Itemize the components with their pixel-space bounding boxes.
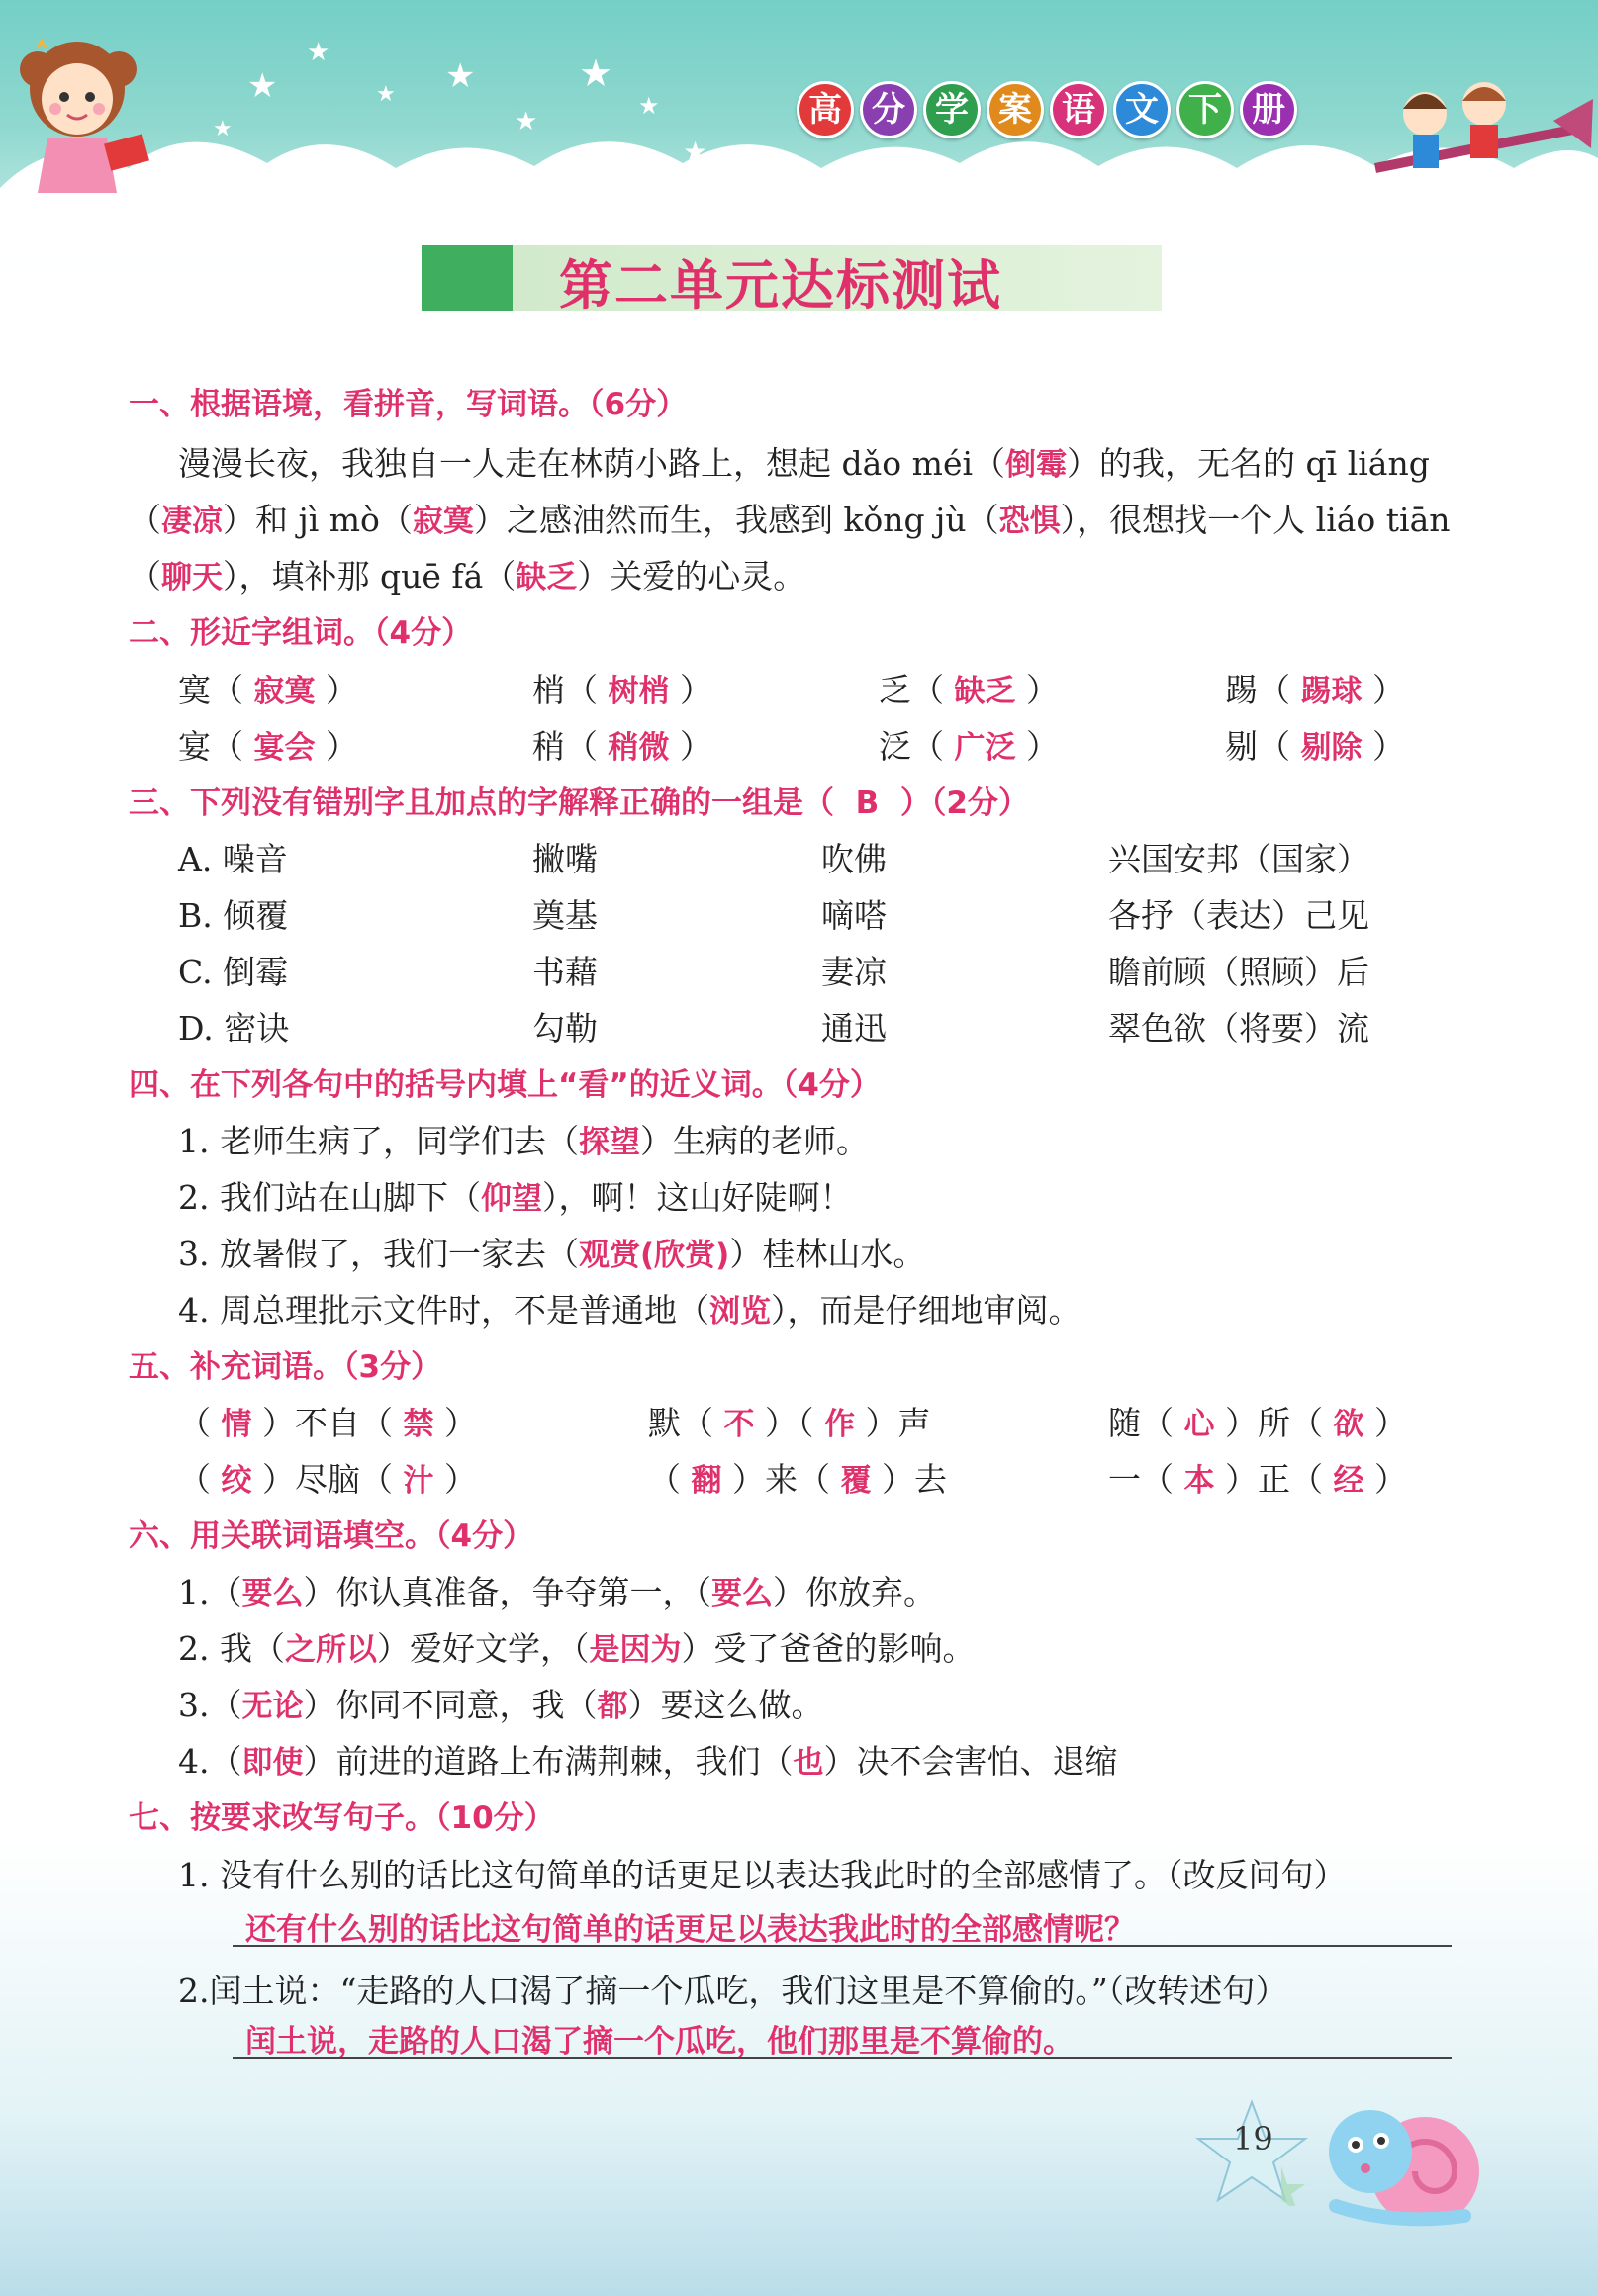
s3-cell: A. 噪音 xyxy=(178,840,288,878)
answer: 稍微 xyxy=(608,730,670,766)
s3-cell: 吹佛 xyxy=(821,840,887,878)
text: 4. 周总理批示文件时，不是普通地（ xyxy=(178,1291,709,1330)
char: 稍 xyxy=(532,727,565,766)
answer: 要么 xyxy=(711,1576,773,1611)
answer: 心 xyxy=(1183,1407,1215,1442)
answer: 翻 xyxy=(691,1463,722,1499)
answer: 绞 xyxy=(221,1463,252,1499)
text: ）生病的老师。 xyxy=(639,1122,869,1160)
text: 1.（ xyxy=(178,1573,242,1611)
text: 漫漫长夜，我独自一人走在林荫小路上，想起 dǎo méi（ xyxy=(178,444,1006,483)
s4-item xyxy=(178,1285,1081,1332)
star-icon: ★ xyxy=(213,117,233,141)
star-icon: ★ xyxy=(445,56,476,96)
text: ）受了爸爸的影响。 xyxy=(681,1629,976,1668)
char: 宴 xyxy=(178,727,211,766)
text: ）前进的道路上布满荆棘，我们（ xyxy=(303,1742,794,1781)
text: 1. 老师生病了，同学们去（ xyxy=(178,1122,579,1160)
book-title-char: 文 xyxy=(1113,81,1171,138)
s6-item xyxy=(178,1736,1118,1783)
answer: 缺乏 xyxy=(954,674,1016,709)
s3-cell: D. 密诀 xyxy=(178,1009,290,1048)
text: 声 xyxy=(897,1404,931,1442)
section-4-heading: 四、在下列各句中的括号内填上“看”的近义词。（4分） xyxy=(129,1067,881,1103)
text: 3.（ xyxy=(178,1686,242,1724)
text: ）（2分） xyxy=(899,785,1029,821)
book-title-char: 册 xyxy=(1240,81,1297,138)
text: ），填补那 quē fá（ xyxy=(223,557,517,596)
star-icon: ★ xyxy=(683,136,708,168)
answer: 即使 xyxy=(241,1745,304,1781)
s2-item: 寞（ 寂寞 ） xyxy=(178,671,358,709)
answer: 作 xyxy=(823,1407,855,1442)
section-1-heading: 一、根据语境，看拼音，写词语。（6分） xyxy=(129,387,688,422)
char: 梢 xyxy=(532,671,565,709)
answer: 本 xyxy=(1183,1463,1215,1499)
text: ）爱好文学，（ xyxy=(376,1629,590,1668)
s2-item: 宴（ 宴会 ） xyxy=(178,727,358,766)
text: ）你放弃。 xyxy=(773,1573,936,1611)
answer: 都 xyxy=(597,1689,628,1724)
text: 一 xyxy=(1108,1460,1141,1499)
text: （ xyxy=(129,557,161,596)
book-series-title xyxy=(797,81,1297,138)
book-title-char: 分 xyxy=(860,81,917,138)
s7-question-2: 2.闰土说：“走路的人口渴了摘一个瓜吃，我们这里是不算偷的。”（改转述句） xyxy=(178,1972,1288,2010)
text: 2. 我（ xyxy=(178,1629,285,1668)
answer: B xyxy=(855,785,880,821)
text: ），而是仔细地审阅。 xyxy=(770,1291,1081,1330)
section-5-heading: 五、补充词语。（3分） xyxy=(129,1349,442,1385)
text: ）关爱的心灵。 xyxy=(577,557,806,596)
s3-cell: 书藉 xyxy=(532,953,598,991)
answer: 寂寞 xyxy=(253,674,316,709)
answer: 踢球 xyxy=(1300,674,1363,709)
text: 2. 我们站在山脚下（ xyxy=(178,1178,481,1217)
answer: 不 xyxy=(723,1407,755,1442)
text: 三、下列没有错别字且加点的字解释正确的一组是（ xyxy=(129,785,834,821)
s3-cell: 瞻前顾（照顾）后 xyxy=(1108,953,1369,991)
s3-cell: C. 倒霉 xyxy=(178,953,289,991)
answer: 是因为 xyxy=(589,1632,682,1668)
answer: 情 xyxy=(221,1407,252,1442)
text: 3. 放暑假了，我们一家去（ xyxy=(178,1235,579,1273)
s6-item xyxy=(178,1680,824,1726)
s3-cell: 妻凉 xyxy=(821,953,887,991)
snail-mascot-icon xyxy=(1316,2077,1484,2246)
s7-question-1: 1. 没有什么别的话比这句简单的话更足以表达我此时的全部感情了。（改反问句） xyxy=(178,1856,1347,1894)
text: 不自 xyxy=(295,1404,360,1442)
section-2-heading: 二、形近字组词。（4分） xyxy=(129,615,473,651)
star-icon: ★ xyxy=(247,66,278,106)
answer: 探望 xyxy=(578,1125,640,1160)
answer: 树梢 xyxy=(608,674,670,709)
answer: 寂寞 xyxy=(412,504,474,539)
s5-word: （ 绞 ）尽脑（ 汁 ） xyxy=(178,1460,477,1499)
header-banner xyxy=(0,0,1598,228)
text: 尽脑 xyxy=(295,1460,360,1499)
s3-cell: 撇嘴 xyxy=(532,840,598,878)
char: 乏 xyxy=(879,671,911,709)
s2-item: 踢（ 踢球 ） xyxy=(1225,671,1405,709)
text: 去 xyxy=(914,1460,947,1499)
fairy-girl-icon xyxy=(8,20,176,198)
book-title-char: 高 xyxy=(797,81,854,138)
answer: 经 xyxy=(1333,1463,1364,1499)
s6-item xyxy=(178,1623,975,1670)
text: 来 xyxy=(765,1460,798,1499)
answer: 仰望 xyxy=(480,1181,542,1217)
char: 踢 xyxy=(1225,671,1258,709)
answer: 之所以 xyxy=(284,1632,377,1668)
s1-line-3 xyxy=(129,551,805,597)
answer: 无论 xyxy=(241,1689,304,1724)
answer: 宴会 xyxy=(253,730,316,766)
text: ），很想找一个人 liáo tiān xyxy=(1060,501,1451,539)
page-number: 19 xyxy=(1233,2120,1273,2158)
s6-item xyxy=(178,1567,936,1613)
text: 随 xyxy=(1108,1404,1141,1442)
kids-on-broom-icon xyxy=(1365,59,1593,208)
text: ）要这么做。 xyxy=(627,1686,824,1724)
answer: 汁 xyxy=(403,1463,434,1499)
s3-cell: 各抒（表达）己见 xyxy=(1108,896,1369,935)
text: 正 xyxy=(1258,1460,1290,1499)
s2-item: 稍（ 稍微 ） xyxy=(532,727,712,766)
answer: 广泛 xyxy=(954,730,1016,766)
text: ）你认真准备，争夺第一，（ xyxy=(303,1573,711,1611)
char: 剔 xyxy=(1225,727,1258,766)
s2-item: 梢（ 树梢 ） xyxy=(532,671,712,709)
star-icon: ★ xyxy=(638,92,660,120)
book-title-char: 语 xyxy=(1050,81,1107,138)
star-icon: ★ xyxy=(307,38,330,67)
answer: 倒霉 xyxy=(1005,447,1068,483)
s3-cell: 嘀嗒 xyxy=(821,896,887,935)
s3-cell: 通迅 xyxy=(821,1009,887,1048)
char: 泛 xyxy=(879,727,911,766)
s5-word: 一（ 本 ）正（ 经 ） xyxy=(1108,1460,1407,1499)
char: 寞 xyxy=(178,671,211,709)
answer: 恐惧 xyxy=(998,504,1061,539)
s5-word: 默（ 不 ）（ 作 ）声 xyxy=(648,1404,931,1442)
s5-word: 随（ 心 ）所（ 欲 ） xyxy=(1108,1404,1407,1442)
s3-cell: 勾勒 xyxy=(532,1009,598,1048)
text: ）的我，无名的 qī liáng xyxy=(1067,444,1430,483)
answer: 也 xyxy=(793,1745,824,1781)
s2-item: 乏（ 缺乏 ） xyxy=(879,671,1059,709)
section-3-heading xyxy=(129,778,1029,822)
s4-item xyxy=(178,1229,925,1275)
answer: 覆 xyxy=(840,1463,872,1499)
s1-line-2 xyxy=(129,495,1451,541)
s4-item xyxy=(178,1172,852,1219)
answer: 凄凉 xyxy=(161,504,223,539)
text: 默 xyxy=(648,1404,681,1442)
star-icon: ★ xyxy=(376,82,396,107)
s2-item: 泛（ 广泛 ） xyxy=(879,727,1059,766)
answer: 聊天 xyxy=(161,560,223,596)
book-title-char: 案 xyxy=(987,81,1044,138)
s5-word: （ 翻 ）来（ 覆 ）去 xyxy=(648,1460,947,1499)
page-title: 第二单元达标测试 xyxy=(559,253,1002,317)
s3-cell: B. 倾覆 xyxy=(178,896,289,935)
answer: 禁 xyxy=(403,1407,434,1442)
s5-word: （ 情 ）不自（ 禁 ） xyxy=(178,1404,477,1442)
text: ）决不会害怕、退缩 xyxy=(823,1742,1118,1781)
book-title-char: 学 xyxy=(923,81,981,138)
s3-cell: 兴国安邦（国家） xyxy=(1108,840,1369,878)
answer: 要么 xyxy=(241,1576,304,1611)
text: ）之感油然而生，我感到 kǒng jù（ xyxy=(473,501,999,539)
text: 4.（ xyxy=(178,1742,242,1781)
s7-answer-2: 闰土说，走路的人口渴了摘一个瓜吃，他们那里是不算偷的。 xyxy=(245,2024,1074,2060)
text: （ xyxy=(129,501,161,539)
s3-cell: 翠色欲（将要）流 xyxy=(1108,1009,1369,1048)
answer: 欲 xyxy=(1333,1407,1364,1442)
star-icon: ★ xyxy=(579,51,613,95)
section-6-heading: 六、用关联词语填空。（4分） xyxy=(129,1518,534,1554)
star-icon: ★ xyxy=(515,107,538,137)
answer: 浏览 xyxy=(708,1294,771,1330)
text: ）桂林山水。 xyxy=(729,1235,926,1273)
s7-answer-1: 还有什么别的话比这句简单的话更足以表达我此时的全部感情呢？ xyxy=(245,1912,1135,1948)
text: ）你同不同意，我（ xyxy=(303,1686,598,1724)
text: ）和 jì mò（ xyxy=(223,501,413,539)
text: 所 xyxy=(1258,1404,1290,1442)
text: ），啊！这山好陡啊！ xyxy=(541,1178,853,1217)
answer: 缺乏 xyxy=(516,560,578,596)
s2-item: 剔（ 剔除 ） xyxy=(1225,727,1405,766)
s4-item xyxy=(178,1116,869,1162)
answer: 观赏(欣赏) xyxy=(578,1238,730,1273)
section-7-heading: 七、按要求改写句子。（10分） xyxy=(129,1800,555,1836)
answer-line xyxy=(233,2055,1452,2059)
s3-cell: 奠基 xyxy=(532,896,598,935)
book-title-char: 下 xyxy=(1176,81,1234,138)
answer-line xyxy=(233,1943,1452,1947)
answer: 剔除 xyxy=(1300,730,1363,766)
s1-line-1 xyxy=(178,438,1430,485)
